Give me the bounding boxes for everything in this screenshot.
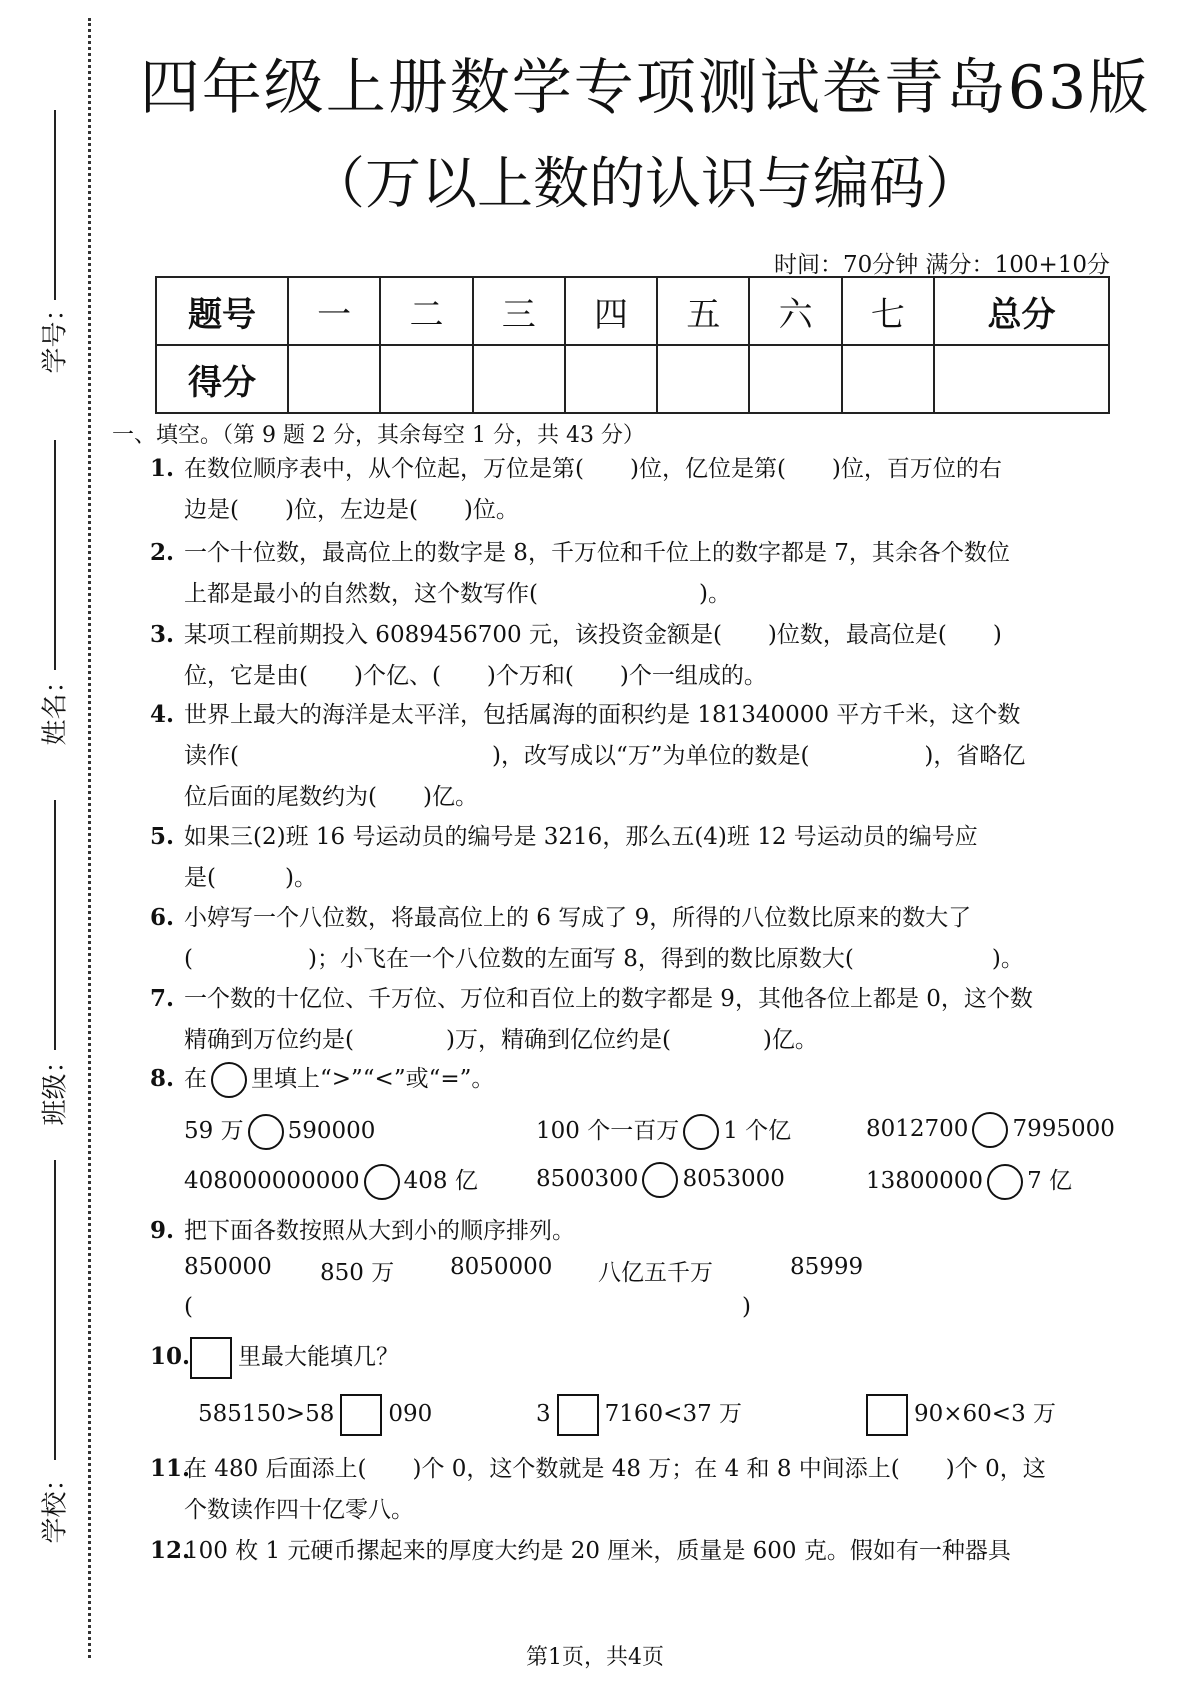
fill-box[interactable] xyxy=(866,1394,908,1436)
fill-box-item xyxy=(536,1394,742,1436)
question-number: 6. xyxy=(150,904,175,931)
number-item: 850 万 xyxy=(320,1260,395,1286)
question-number: 5. xyxy=(150,823,175,850)
class-label: 班级： xyxy=(40,1047,71,1126)
question-text: 位后面的尾数约为( )亿。 xyxy=(184,784,478,810)
score-cell[interactable] xyxy=(842,345,934,413)
score-table-header-cell: 题号 xyxy=(156,277,288,345)
number-item: 8050000 xyxy=(450,1254,553,1280)
number-item: 850000 xyxy=(184,1254,272,1280)
score-cell[interactable] xyxy=(473,345,565,413)
fill-box-right: 90×60<3 万 xyxy=(914,1401,1057,1427)
question-text: 边是( )位，左边是( )位。 xyxy=(184,497,519,523)
compare-left: 408000000000 xyxy=(184,1168,360,1194)
score-cell[interactable] xyxy=(657,345,749,413)
question-text: 世界上最大的海洋是太平洋，包括属海的面积约是 181340000 平方千米，这个数 xyxy=(184,702,1021,728)
question-text: 是( )。 xyxy=(184,865,317,891)
circle-icon xyxy=(211,1062,247,1098)
fill-box-left: 585150>58 xyxy=(198,1401,335,1427)
score-cell[interactable] xyxy=(934,345,1109,413)
score-row-label: 得分 xyxy=(156,345,288,413)
score-table-header-cell: 五 xyxy=(657,277,749,345)
school-field[interactable] xyxy=(20,1160,80,1560)
question-text: 在 480 后面添上( )个 0，这个数就是 48 万；在 4 和 8 中间添上( )个 0，这 xyxy=(184,1456,1046,1482)
student-id-field[interactable] xyxy=(20,110,80,390)
score-table-header-cell: 四 xyxy=(565,277,657,345)
question-text: 个数读作四十亿零八。 xyxy=(184,1497,414,1523)
question-text: 位，它是由( )个亿、( )个万和( )个一组成的。 xyxy=(184,663,767,689)
student-id-line xyxy=(54,110,56,300)
class-line xyxy=(54,800,56,1050)
compare-left: 13800000 xyxy=(866,1168,984,1194)
question-text: 一个数的十亿位、千万位、万位和百位上的数字都是 9，其他各位上都是 0，这个数 xyxy=(184,986,1033,1012)
class-field[interactable] xyxy=(20,800,80,1126)
score-cell[interactable] xyxy=(565,345,657,413)
answer-close-paren: ) xyxy=(742,1294,751,1320)
compare-circle[interactable] xyxy=(972,1112,1008,1148)
question-text: 读作( )，改写成以“万”为单位的数是( )，省略亿 xyxy=(184,743,1026,769)
question-number: 4. xyxy=(150,701,175,728)
student-id-label: 学号： xyxy=(40,295,71,374)
fill-box-right: 090 xyxy=(388,1401,433,1427)
question-text: 把下面各数按照从大到小的顺序排列。 xyxy=(184,1218,575,1244)
score-table-header-cell: 三 xyxy=(473,277,565,345)
question-text: 在数位顺序表中，从个位起，万位是第( )位，亿位是第( )位，百万位的右 xyxy=(184,456,1002,482)
question-text: 里最大能填几？ xyxy=(238,1344,399,1370)
score-table-header-cell: 七 xyxy=(842,277,934,345)
name-label: 姓名： xyxy=(40,667,71,746)
number-item: 八亿五千万 xyxy=(598,1260,713,1286)
question-text: 在 xyxy=(184,1066,207,1092)
question-number: 10. xyxy=(150,1343,191,1370)
school-label: 学校： xyxy=(40,1465,71,1544)
page-subtitle: （万以上数的认识与编码） xyxy=(309,152,981,217)
binding-margin xyxy=(0,0,95,1682)
compare-item xyxy=(866,1162,1072,1200)
fill-box-item xyxy=(198,1394,432,1436)
score-cell[interactable] xyxy=(749,345,841,413)
question-text: 上都是最小的自然数，这个数写作( )。 xyxy=(184,581,731,607)
compare-item xyxy=(184,1112,375,1150)
score-table-header-row xyxy=(156,277,1109,345)
question-text: 一个十位数，最高位上的数字是 8，千万位和千位上的数字都是 7，其余各个数位 xyxy=(184,540,1010,566)
compare-right: 590000 xyxy=(287,1118,376,1144)
compare-right: 1 个亿 xyxy=(723,1118,792,1144)
compare-right: 408 亿 xyxy=(403,1168,478,1194)
page-title: 四年级上册数学专项测试卷青岛63版 xyxy=(139,53,1151,123)
compare-circle[interactable] xyxy=(642,1162,678,1198)
score-table-header-cell: 总分 xyxy=(934,277,1109,345)
question-number: 3. xyxy=(150,621,175,648)
compare-circle[interactable] xyxy=(987,1164,1023,1200)
compare-item xyxy=(536,1112,791,1150)
question-2 xyxy=(150,532,1130,615)
time-and-score-info: 时间：70分钟 满分：100+10分 xyxy=(773,252,1110,278)
question-8 xyxy=(150,1058,1130,1100)
square-icon xyxy=(190,1337,232,1379)
question-3 xyxy=(150,614,1130,697)
fill-box[interactable] xyxy=(557,1394,599,1436)
compare-right: 7 亿 xyxy=(1027,1168,1073,1194)
question-11 xyxy=(150,1448,1130,1531)
question-6 xyxy=(150,897,1130,980)
question-text: 如果三(2)班 16 号运动员的编号是 3216，那么五(4)班 12 号运动员的编号应 xyxy=(184,824,978,850)
question-5 xyxy=(150,816,1130,899)
score-cell[interactable] xyxy=(288,345,380,413)
question-number: 9. xyxy=(150,1217,175,1244)
compare-circle[interactable] xyxy=(683,1114,719,1150)
compare-right: 8053000 xyxy=(682,1166,785,1192)
question-text: 某项工程前期投入 6089456700 元，该投资金额是( )位数，最高位是( ) xyxy=(184,622,1002,648)
page-footer: 第1页，共4页 xyxy=(526,1645,664,1670)
score-table xyxy=(155,276,1110,414)
compare-left: 8012700 xyxy=(866,1116,969,1142)
question-text: 100 枚 1 元硬币摞起来的厚度大约是 20 厘米，质量是 600 克。假如有一种器具 xyxy=(184,1538,1011,1564)
question-text: 小婷写一个八位数，将最高位上的 6 写成了 9，所得的八位数比原来的数大了 xyxy=(184,905,972,931)
question-4 xyxy=(150,694,1130,818)
question-9 xyxy=(150,1210,1130,1252)
compare-left: 100 个一百万 xyxy=(536,1118,680,1144)
question-text: 精确到万位约是( )万，精确到亿位约是( )亿。 xyxy=(184,1027,818,1053)
compare-circle[interactable] xyxy=(248,1114,284,1150)
question-10 xyxy=(150,1336,1130,1379)
question-number: 1. xyxy=(150,455,175,482)
compare-item xyxy=(184,1162,478,1200)
number-item: 85999 xyxy=(790,1254,864,1280)
name-field[interactable] xyxy=(20,440,80,760)
name-line xyxy=(54,440,56,670)
score-table-header-cell: 一 xyxy=(288,277,380,345)
question-number: 2. xyxy=(150,539,175,566)
question-12 xyxy=(150,1530,1130,1572)
compare-circle[interactable] xyxy=(364,1164,400,1200)
compare-left: 59 万 xyxy=(184,1118,244,1144)
compare-item xyxy=(536,1162,785,1198)
score-table-score-row xyxy=(156,345,1109,413)
answer-open-paren: ( xyxy=(184,1294,193,1320)
score-cell[interactable] xyxy=(380,345,472,413)
question-number: 7. xyxy=(150,985,175,1012)
score-table-header-cell: 六 xyxy=(749,277,841,345)
fill-box[interactable] xyxy=(340,1394,382,1436)
question-number: 11. xyxy=(150,1455,191,1482)
compare-right: 7995000 xyxy=(1012,1116,1115,1142)
compare-item xyxy=(866,1112,1115,1148)
question-text: ( )；小飞在一个八位数的左面写 8，得到的数比原数大( )。 xyxy=(184,946,1024,972)
compare-left: 8500300 xyxy=(536,1166,639,1192)
fill-box-item xyxy=(860,1394,1056,1436)
question-7 xyxy=(150,978,1130,1061)
question-number: 8. xyxy=(150,1065,175,1092)
section-1-heading: 一、填空。（第 9 题 2 分，其余每空 1 分，共 43 分） xyxy=(112,423,645,448)
question-1 xyxy=(150,448,1130,531)
cut-line xyxy=(88,18,91,1658)
fill-box-right: 7160<37 万 xyxy=(604,1401,743,1427)
score-table-header-cell: 二 xyxy=(380,277,472,345)
question-number: 12. xyxy=(150,1537,191,1564)
question-text: 里填上“>”“<”或“=”。 xyxy=(251,1066,495,1092)
fill-box-left: 3 xyxy=(536,1401,551,1427)
school-line xyxy=(54,1160,56,1460)
